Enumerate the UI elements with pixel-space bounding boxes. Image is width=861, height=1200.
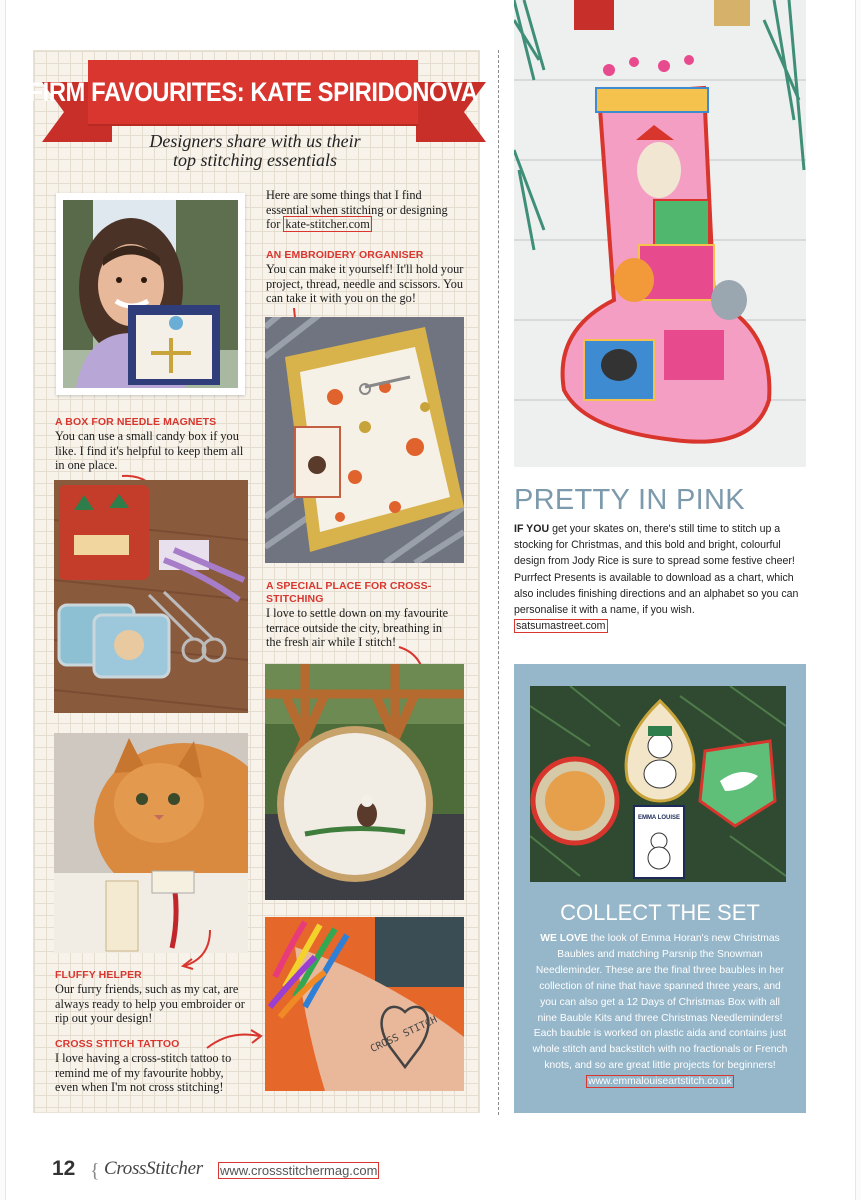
collect-line: collection of nine that have spanned three years, and: [539, 980, 781, 992]
item-line: like. I find it's helpful to keep them all: [55, 443, 244, 458]
item-heading: A BOX FOR NEEDLE MAGNETS: [55, 416, 217, 428]
item-heading: [266, 580, 478, 606]
item-special-place: [266, 580, 478, 650]
article-subtitle: [60, 132, 450, 170]
pretty-in-pink-title: PRETTY IN PINK: [514, 484, 745, 516]
collect-line-text: the look of Emma Horan's new Christmas: [587, 933, 780, 944]
collect-lead: WE LOVE: [540, 933, 588, 944]
item-line: I love to settle down on my favourite: [266, 606, 449, 620]
item-heading: FLUFFY HELPER: [55, 969, 142, 981]
christmas-baubles-photo: [530, 686, 786, 882]
card-brand-text: EMMA LOUISE: [637, 815, 681, 821]
pink-line: [514, 521, 806, 537]
subtitle-line: top stitching essentials: [173, 150, 337, 170]
column-divider: [498, 50, 499, 1115]
item-needle-magnets: [55, 416, 255, 473]
pink-line: stocking for Christmas, and this bold and bright, colourful: [514, 539, 781, 552]
banner-title: FIRM FAVOURITES: KATE SPIRIDONOVA: [28, 76, 478, 107]
satsumastreet-link[interactable]: satsumastreet.com: [516, 620, 606, 633]
collect-line: nine Bauble Kits and three Christmas Needleminders!: [537, 1012, 783, 1024]
collect-line: Each bauble is worked on plastic aida and contains just: [533, 1028, 787, 1040]
pink-line: design from Jody Rice is sure to spread some festive cheer!: [514, 555, 795, 568]
collect-line: Needleminder. These are the final three baubles in her: [535, 964, 785, 976]
item-line: always ready to help you embroider or: [55, 996, 245, 1011]
intro-line: [266, 217, 476, 232]
collect-line: knots, and so are great little projects for beginners!: [544, 1060, 776, 1072]
item-text: [55, 429, 255, 473]
intro-prefix: for: [266, 217, 284, 231]
christmas-stocking-photo: [514, 0, 806, 467]
intro-line: essential when stitching or designing: [266, 202, 448, 217]
terrace-hoop-photo: [265, 664, 464, 900]
item-text: [266, 606, 478, 650]
pink-line: Purrfect Presents is available to download as a chart, which: [514, 571, 794, 584]
pink-line: personalise it with a name, if you wish.: [514, 604, 695, 617]
item-text: [55, 982, 265, 1026]
item-fluffy-helper: [55, 969, 265, 1026]
collect-line: you can also get a 12 Days of Christmas Box with all: [540, 996, 780, 1008]
item-heading: CROSS STITCH TATTOO: [55, 1038, 180, 1050]
item-line: project, thread, needle and scissors. You: [266, 276, 464, 291]
collect-the-set-text: [524, 931, 796, 1090]
page-number: 12: [52, 1157, 76, 1180]
item-heading-line: A SPECIAL PLACE FOR CROSS-: [266, 580, 432, 592]
pink-link-row: [514, 618, 806, 634]
footer-separator: {: [90, 1160, 100, 1182]
collect-line: Baubles and matching Parsnip the Snowman: [557, 948, 763, 960]
designer-website-link[interactable]: kate-stitcher.com: [285, 217, 370, 231]
collect-link-row: [524, 1074, 796, 1090]
arrow-icon: [180, 928, 220, 970]
item-heading-line: STITCHING: [266, 593, 324, 605]
organiser-photo: [265, 317, 464, 563]
pink-line: also includes finishing directions and an alphabet so you can: [514, 587, 799, 600]
item-line: terrace outside the city, breathing in: [266, 620, 443, 635]
intro-line: Here are some things that I find: [266, 188, 422, 202]
item-line: remind me of my favourite hobby,: [55, 1065, 224, 1080]
subtitle-line: Designers share with us their: [149, 131, 361, 151]
item-line: the fresh air while I stitch!: [266, 635, 397, 649]
intro-text: [266, 188, 476, 232]
pink-line-text: get your skates on, there's still time to stitch up a: [549, 523, 781, 535]
pretty-in-pink-text: [514, 521, 806, 634]
item-line: You can use a small candy box if you: [55, 429, 239, 443]
magazine-website-link[interactable]: www.crossstitchermag.com: [220, 1163, 378, 1178]
item-line: even when I'm not cross stitching!: [55, 1080, 224, 1094]
tattoo-photo: [265, 917, 464, 1091]
emmalouise-link[interactable]: www.emmalouiseartstitch.co.uk: [588, 1076, 732, 1088]
needle-magnet-box-photo: [54, 480, 248, 713]
item-line: You can make it yourself! It'll hold your: [266, 262, 464, 276]
item-text: [55, 1051, 265, 1095]
article-banner: [28, 60, 478, 124]
collect-the-set-title: COLLECT THE SET: [560, 900, 760, 925]
item-line: can take it with you on the go!: [266, 291, 416, 305]
item-line: in one place.: [55, 458, 118, 472]
pink-lead: IF YOU: [514, 523, 550, 535]
item-line: Our furry friends, such as my cat, are: [55, 982, 239, 996]
designer-portrait-photo: [56, 193, 245, 395]
item-line: I love having a cross-stitch tattoo to: [55, 1051, 232, 1065]
tattoo-text: CROSS STITCH: [368, 1014, 440, 1055]
item-line: rip out your design!: [55, 1011, 153, 1025]
item-text: [266, 262, 478, 306]
cat-photo: [54, 733, 248, 953]
collect-line: [524, 931, 796, 947]
magazine-brand: CrossStitcher: [104, 1158, 203, 1179]
arrow-icon: [205, 1026, 265, 1052]
collect-line: whole stitch and backstitch with no fractionals or French: [532, 1044, 788, 1056]
item-heading: AN EMBROIDERY ORGANISER: [266, 249, 424, 261]
item-organiser: [266, 249, 478, 306]
